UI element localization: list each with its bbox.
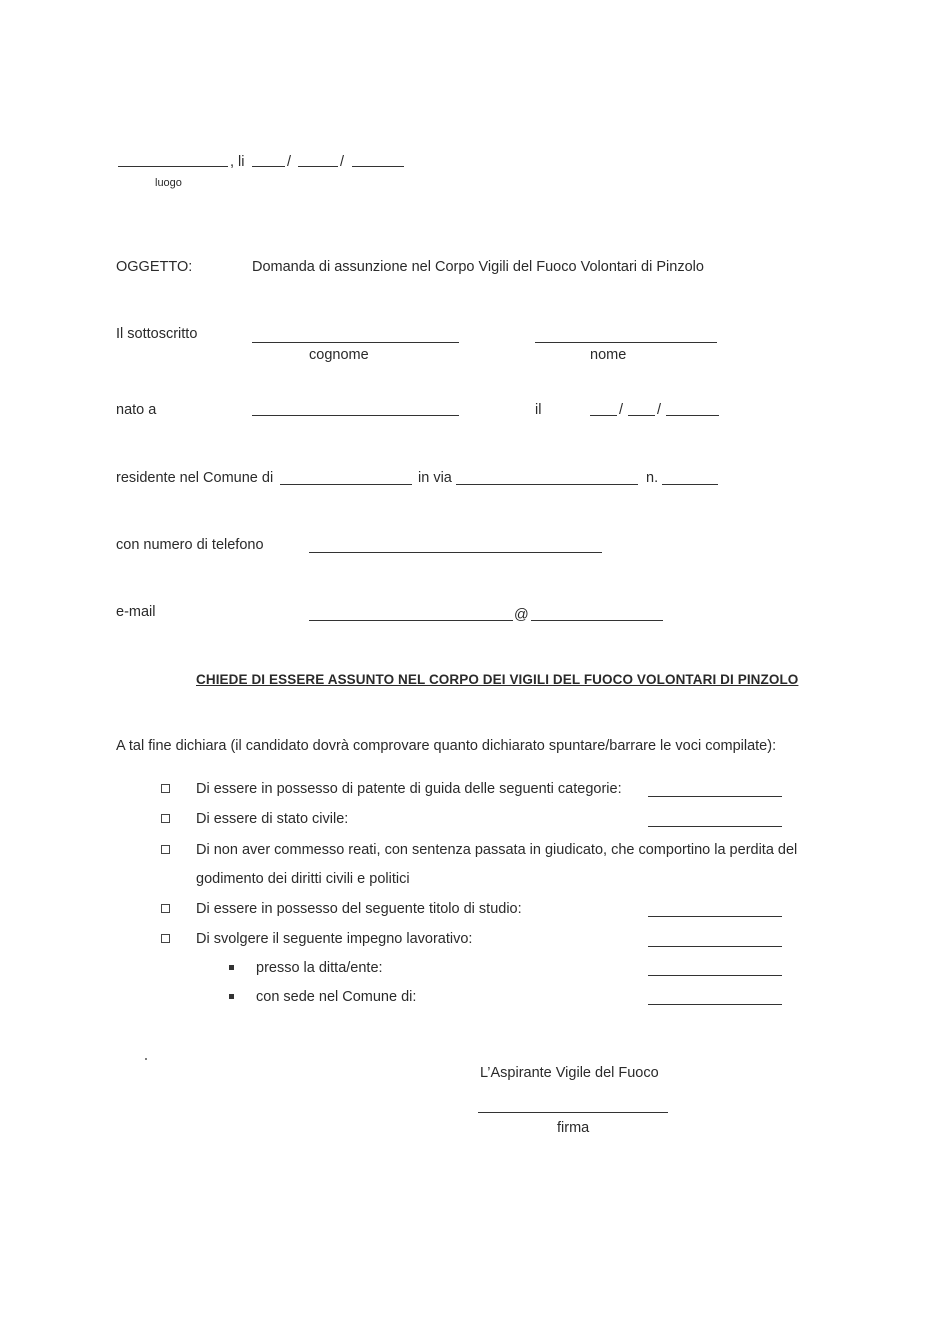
email-at: @: [514, 607, 529, 623]
il-label: il: [535, 402, 542, 418]
item-reati: Di non aver commesso reati, con sentenza passata in giudicato, che comportino la perdita del: [196, 842, 798, 858]
date-separator-li: , li: [230, 154, 245, 170]
sede-line[interactable]: [648, 1004, 782, 1005]
email-domain-line[interactable]: [531, 620, 663, 621]
nato-label: nato a: [116, 402, 157, 418]
checkbox-stato-civile[interactable]: [161, 814, 170, 823]
luogo-caption: luogo: [155, 177, 182, 189]
date-slash: /: [619, 402, 624, 418]
date-slash: /: [340, 154, 345, 170]
checkbox-patente[interactable]: [161, 784, 170, 793]
checkbox-reati[interactable]: [161, 845, 170, 854]
month-line[interactable]: [298, 166, 338, 167]
sottoscritto-label: Il sottoscritto: [116, 326, 198, 342]
birth-month-line[interactable]: [628, 415, 655, 416]
stray-dot: [145, 1058, 147, 1060]
day-line[interactable]: [252, 166, 285, 167]
ditta-line[interactable]: [648, 975, 782, 976]
item-stato-civile: Di essere di stato civile:: [196, 811, 349, 827]
subitem-ditta: presso la ditta/ente:: [256, 960, 383, 976]
nome-caption: nome: [590, 347, 627, 363]
item-impegno-lavorativo: Di svolgere il seguente impegno lavorativo:: [196, 931, 473, 947]
luogo-nascita-line[interactable]: [252, 415, 459, 416]
nome-line[interactable]: [535, 342, 717, 343]
birth-day-line[interactable]: [590, 415, 617, 416]
numero-label: n.: [646, 470, 659, 486]
cognome-line[interactable]: [252, 342, 459, 343]
item-patente: Di essere in possesso di patente di guida delle seguenti categorie:: [196, 781, 622, 797]
cognome-caption: cognome: [309, 347, 369, 363]
impegno-lavorativo-line[interactable]: [648, 946, 782, 947]
bullet-square: [229, 994, 234, 999]
oggetto-label: OGGETTO:: [116, 259, 193, 275]
telefono-line[interactable]: [309, 552, 602, 553]
bullet-square: [229, 965, 234, 970]
checkbox-titolo-studio[interactable]: [161, 904, 170, 913]
year-line[interactable]: [352, 166, 404, 167]
luogo-line[interactable]: [118, 166, 228, 167]
titolo-studio-line[interactable]: [648, 916, 782, 917]
via-label: in via: [418, 470, 452, 486]
item-reati-continued: godimento dei diritti civili e politici: [196, 871, 410, 887]
oggetto-text: Domanda di assunzione nel Corpo Vigili del Fuoco Volontari di Pinzolo: [252, 259, 704, 275]
stato-civile-line[interactable]: [648, 826, 782, 827]
residenza-label: residente nel Comune di: [116, 470, 274, 486]
firma-caption: firma: [557, 1120, 590, 1136]
via-line[interactable]: [456, 484, 638, 485]
signature-title: L’Aspirante Vigile del Fuoco: [480, 1065, 659, 1081]
chiede-heading: CHIEDE DI ESSERE ASSUNTO NEL CORPO DEI VIGILI DEL FUOCO VOLONTARI DI PINZOLO: [196, 672, 799, 687]
date-slash: /: [657, 402, 662, 418]
firma-line[interactable]: [478, 1112, 668, 1113]
numero-line[interactable]: [662, 484, 718, 485]
comune-line[interactable]: [280, 484, 412, 485]
date-slash: /: [287, 154, 292, 170]
email-user-line[interactable]: [309, 620, 513, 621]
checkbox-impegno-lavorativo[interactable]: [161, 934, 170, 943]
item-titolo-studio: Di essere in possesso del seguente titolo di studio:: [196, 901, 522, 917]
birth-year-line[interactable]: [666, 415, 719, 416]
subitem-sede: con sede nel Comune di:: [256, 989, 417, 1005]
telefono-label: con numero di telefono: [116, 537, 264, 553]
dichiara-intro: A tal fine dichiara (il candidato dovrà comprovare quanto dichiarato spuntare/barrare le voci compilate):: [116, 738, 777, 754]
patente-line[interactable]: [648, 796, 782, 797]
email-label: e-mail: [116, 604, 156, 620]
